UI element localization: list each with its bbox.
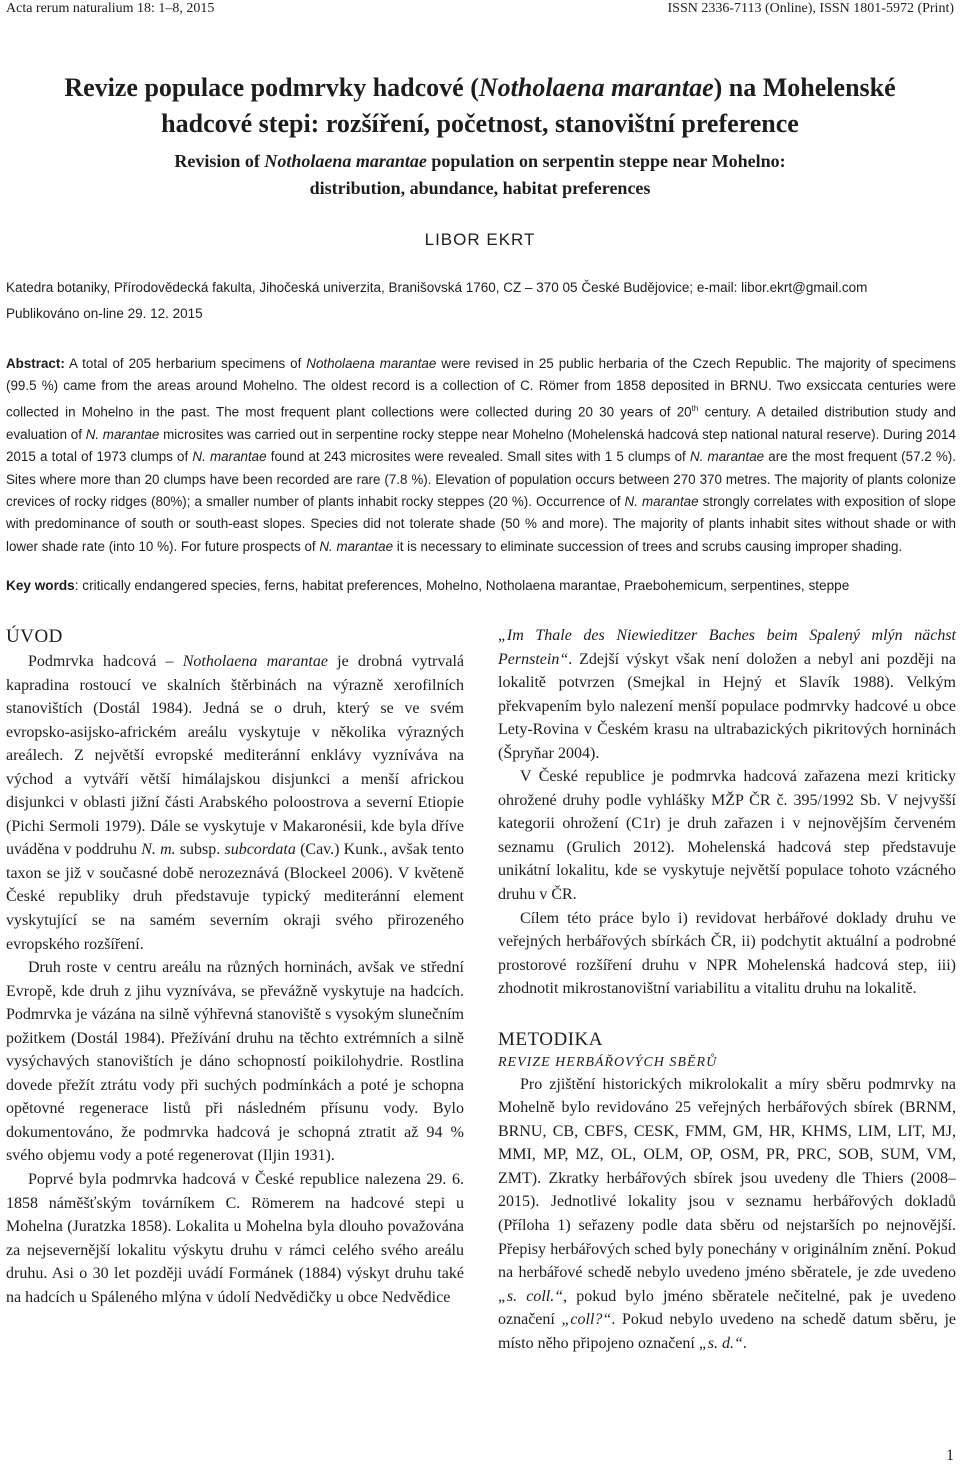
species-name: N. marantae	[192, 449, 267, 465]
publication-date: Publikováno on-line 29. 12. 2015	[6, 306, 203, 321]
journal-citation: Acta rerum naturalium 18: 1–8, 2015	[6, 1, 215, 16]
spacer	[498, 1001, 956, 1027]
species-name: N. marantae	[319, 538, 394, 554]
abstract-text: century. A detailed distribution study and evaluation of	[6, 404, 956, 442]
body-text: (Cav.) Kunk., avšak tento taxon se již v současné době nerozeznává (Blockeel 2006). V květeně České republiky druh představuje typický mediteránní element vyskytující se na samém severním okraji svého přirozeného evropského rozšíření.	[6, 841, 464, 953]
italic-term: „coll?“	[561, 1311, 612, 1329]
paper-title	[0, 70, 960, 142]
paragraph: V České republice je podmrvka hadcová zařazena mezi kriticky ohrožené druhy podle vyhlášky MŽP ČR č. 395/1992 Sb. V nejvyšší kategorii ohrožení (C1r) je druh zařazen i v nejnovějším červeném seznamu (Grulich 2012). Mohelenská hadcová step představuje unikátní lokalitu, kde se vyskytuje největší populace tohoto vzácného druhu v ČR.	[498, 768, 956, 904]
paragraph	[498, 624, 956, 765]
subtitle-text: population on serpentin steppe near Mohelno:	[426, 151, 786, 171]
abstract-text: were revised in 25 public herbaria of the Czech Republic. The majority of specimens (99.5 %) came from the areas around Mohelno. The oldest record is a collection of C. Römer from 1858 deposited in BRNU. Two exsiccata centuries were collected in Mohelno in the past. The most frequent plant collections were collected during 20 30 years of 20	[6, 356, 956, 420]
species-name: Notholaena marantae	[182, 653, 328, 670]
body-text: , pokud bylo jméno sběratele nečitelné, pak je uvedeno označení	[498, 1287, 956, 1329]
paragraph: Druh roste v centru areálu na různých horninách, avšak ve střední Evropě, kde druh z jihu vyzníváva, se převážně vyskytuje na hadcích. Podmrvka je vázána na silně výhřevná stanoviště s vysokým slunečním požitkem (Dostál 1984). Přežívání druhu na těchto extrémních a silně vysýchavých stanovištích je dáno schopností poikilohydrie. Rostlina dovede přežít ztrátu vody při suchých podmínkách a poté je schopna opětovné regenerace listů při následném přísunu vody. Bylo dokumentováno, že podmrvka hadcová je schopná ztratit až 94 % svého objemu vody a poté regenerovat (Iljin 1931).	[6, 959, 464, 1165]
keywords	[6, 578, 956, 593]
species-name: N. marantae	[689, 449, 765, 465]
abstract-text: it is necessary to eliminate succession of trees and scrubs causing improper shading.	[393, 538, 903, 554]
author-affiliation: Katedra botaniky, Přírodovědecká fakulta, Jihočeská univerzita, Branišovská 1760, CZ – 370 05 České Budějovice; e-mail: libor.ekrt@gmail.com	[6, 280, 868, 295]
species-name: N. m.	[141, 841, 176, 859]
species-name: subcordata	[224, 841, 296, 859]
superscript: th	[691, 403, 699, 413]
section-heading-metodika: METODIKA	[498, 1028, 603, 1050]
section-heading-uvod: ÚVOD	[6, 626, 63, 647]
body-text: . Zdejší výskyt však není doložen a nebyl ani později na lokalitě potvrzen (Smejkal in Hejný et Slavík 1988). Velkým překvapením bylo nalezení menší populace podmrvky hadcové u obce Lety-Rovina v Českém krasu na ultrabazických pikritových horninách (Špryňar 2004).	[498, 650, 956, 762]
paper-subtitle	[0, 148, 960, 202]
title-text: Revize populace podmrvky hadcové (	[64, 73, 479, 102]
species-name: N. marantae	[85, 426, 160, 442]
species-name: N. marantae	[624, 493, 699, 509]
title-species: Notholaena marantae	[478, 73, 714, 102]
paragraph: Cílem této práce bylo i) revidovat herbářové doklady druhu ve veřejných herbářových sbírkách ČR, ii) podchytit aktuální a podrobné prostorové rozšíření druhu v NPR Mohelenská hadcová step, iii) zhodnotit mikrostanovištní variabilitu a vitalitu druhu na lokalitě.	[498, 909, 956, 998]
abstract-label: Abstract:	[6, 356, 65, 371]
subtitle-species: Notholaena marantae	[264, 151, 427, 171]
abstract-text: A total of 205 herbarium specimens of	[64, 356, 307, 371]
page-number: 1	[946, 1447, 954, 1464]
author-name: LIBOR EKRT	[424, 230, 536, 249]
abstract-text: are the most frequent (57.2 %). Sites where more than 20 clumps have been recorded are rare (7.8 %). Elevation of population occurs between 270 370 metres. The majority of plants colonize crevices of rocky ridges (80%); a smaller number of plants inhabit rocky steppes (20 %). Occurrence of	[6, 449, 956, 509]
abstract	[6, 353, 956, 558]
body-text: Podmrvka hadcová –	[28, 653, 183, 670]
issn: ISSN 2336-7113 (Online), ISSN 1801-5972 (Print)	[667, 1, 954, 16]
abstract-text: found at 243 microsites were revealed. Small sites with 1 5 clumps of	[266, 449, 690, 465]
keywords-text: : critically endangered species, ferns, habitat preferences, Mohelno, Notholaena marantae, Praebohemicum, serpentines, steppe	[74, 578, 850, 593]
italic-term: „s. d.“	[698, 1334, 743, 1352]
subtitle-text: distribution, abundance, habitat preferences	[309, 178, 651, 198]
subtitle-text: Revision of	[174, 151, 265, 171]
left-column	[6, 624, 464, 1309]
body-text: subsp.	[175, 841, 225, 859]
abstract-text: microsites was carried out in serpentine rocky steppe near Mohelno (Mohelenská hadcová step national natural reserve). During 2014 2015 a total of 1973 clumps of	[6, 426, 956, 465]
title-text: hadcové stepi: rozšíření, početnost, stanovištní preference	[161, 109, 799, 138]
paragraph	[6, 650, 464, 956]
species-name: Notholaena marantae	[306, 356, 437, 371]
body-text: . Pokud nebylo uvedeno na schedě datum sběru, je místo něho připojeno označení	[498, 1311, 956, 1352]
subsection-heading: REVIZE HERBÁŘOVÝCH SBĚRŮ	[498, 1054, 718, 1070]
paragraph	[498, 1073, 956, 1356]
title-text: ) na Mohelenské	[713, 73, 896, 102]
body-text: Pro zjištění historických mikrolokalit a míry sběru podmrvky na Mohelně bylo revidováno 25 veřejných herbářových sbírek (BRNM, BRNU, CB, CBFS, CESK, FMM, GM, HR, KHMS, LIM, LIT, MJ, MMI, MP, MZ, OL, OLM, OP, OSM, PR, PRC, SOB, SUM, VM, ZMT). Zkratky herbářových sbírek jsou uvedeny dle Thiers (2008–2015). Jednotlivé lokality jsou v seznamu herbářových dokladů (Příloha 1) seřazeny podle data sběru od nejstarších po nejnovější. Přepisy herbářových sched byly ponechány v originálním znění. Pokud na herbářové schedě nebylo uvedeno jméno sběratele, je zde uvedeno	[498, 1075, 956, 1282]
quote: „Im Thale des Niewieditzer Baches beim Spalený mlýn nächst Pernstein“	[498, 627, 956, 668]
right-column	[498, 624, 956, 1355]
paragraph: Poprvé byla podmrvka hadcová v České republice nalezena 29. 6. 1858 náměšťským továrníkem C. Römerem na hadcové stepi u Mohelna (Juratzka 1858). Lokalita u Mohelna byla dlouho považována za nejsevernější lokalitu výskytu druhu v rámci celého svého areálu druhu. Asi o 30 let později uvádí Formánek (1884) výskyt druhu také na hadcích u Spáleného mlýna v údolí Nedvědičky u obce Nedvědice	[6, 1171, 464, 1306]
keywords-label: Key words	[6, 578, 75, 593]
body-text: je drobná vytrvalá kapradina rostoucí ve skalních štěrbinách na výrazně xerofilních stanovištích (Dostál 1984). Jedná se o druh, který se ve svém evropsko-asijsko-africkém areálu vyskytuje v několika výrazných areálech. Z největší evropské mediteránní enklávy vyzníváva na východ a vytváří větší himálajskou disjunkci a menší africkou disjunkci v oblasti jižní části Arabského poloostrova a severní Etiopie (Pichi Sermoli 1979). Dále se vyskytuje v Makaronésii, kde byla dříve uváděna v poddruhu	[6, 653, 465, 859]
italic-term: „s. coll.“	[498, 1287, 564, 1305]
abstract-text: strongly correlates with exposition of slope with predominance of south or south-east slopes. Species did not tolerate shade (50 % and more). The majority of plants inhabit sites without shade or with lower shade rate (into 10 %). For future prospects of	[6, 493, 956, 554]
body-text: .	[742, 1334, 747, 1352]
